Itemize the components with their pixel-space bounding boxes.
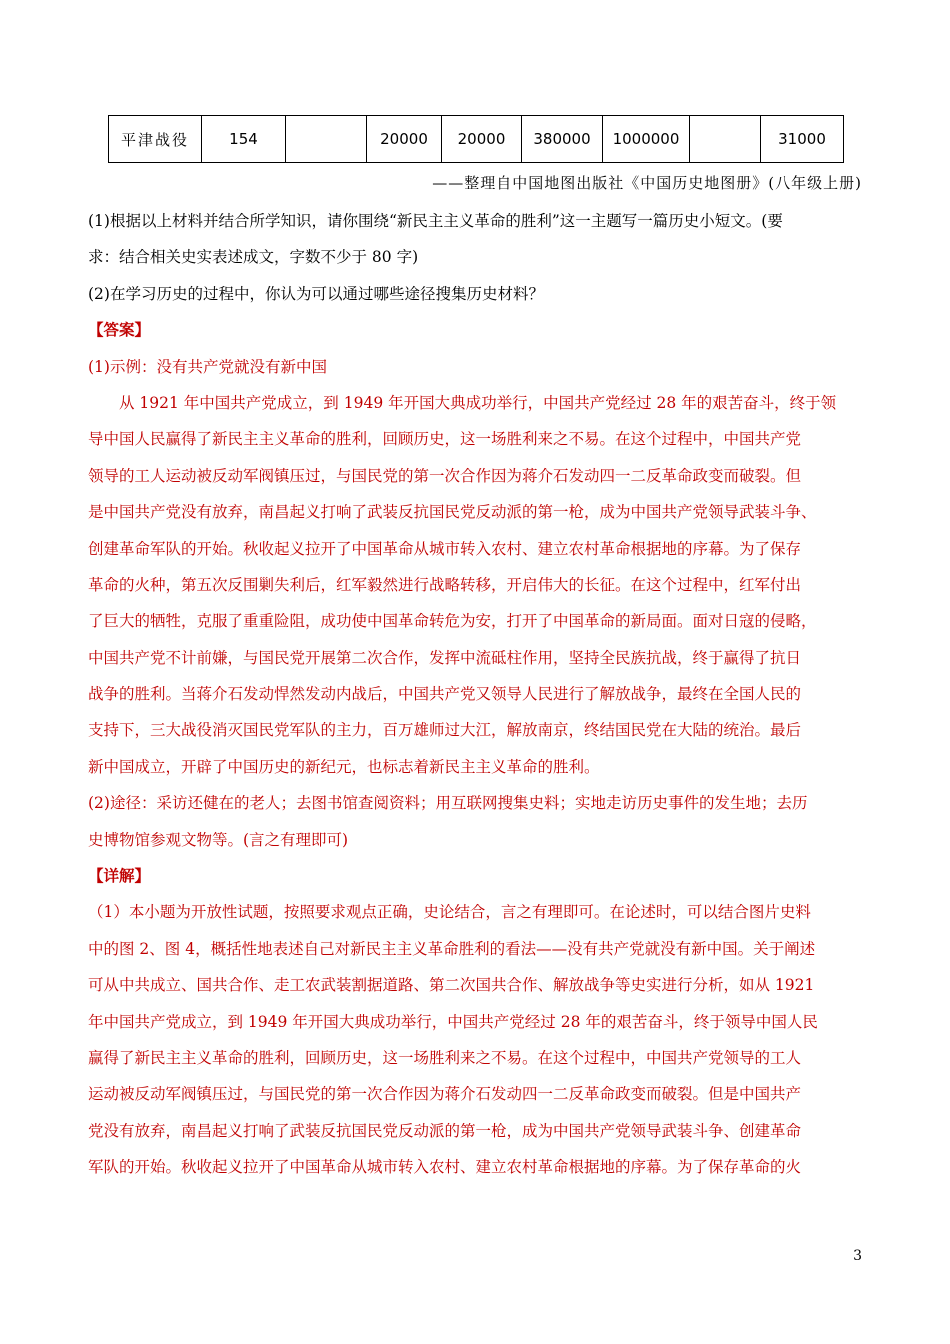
answer-line: 新中国成立，开辟了中国历史的新纪元，也标志着新民主主义革命的胜利。 xyxy=(88,757,600,776)
detail-line: 中的图 2、图 4，概括性地表述自己对新民主主义革命胜利的看法——没有共产党就没有新中国。关于阐述 xyxy=(88,939,816,958)
detail-explanation xyxy=(88,894,864,1185)
table-cell: 380000 xyxy=(522,116,603,163)
answer-line: 导中国人民赢得了新民主主义革命的胜利，回顾历史，这一场胜利来之不易。在这个过程中，中国共产党 xyxy=(88,430,802,449)
detail-line: （1）本小题为开放性试题，按照要求观点正确，史论结合，言之有理即可。在论述时，可以结合图片史料 xyxy=(88,903,811,922)
detail-line: 党没有放弃，南昌起义打响了武装反抗国民党反动派的第一枪，成为中国共产党领导武装斗争、创建革命 xyxy=(88,1121,802,1140)
detail-line: 赢得了新民主主义革命的胜利，回顾历史，这一场胜利来之不易。在这个过程中，中国共产党领导的工人 xyxy=(88,1048,802,1067)
answer-line: 创建革命军队的开始。秋收起义拉开了中国革命从城市转入农村、建立农村革命根据地的序幕。为了保存 xyxy=(88,539,802,558)
answer-2 xyxy=(88,785,864,858)
detail-heading: 【详解】 xyxy=(88,866,151,886)
detail-line: 运动被反动军阀镇压过，与国民党的第一次合作因为蒋介石发动四一二反革命政变而破裂。但是中国共产 xyxy=(88,1085,802,1104)
table-cell: 1000000 xyxy=(603,116,690,163)
detail-line: 年中国共产党成立，到 1949 年开国大典成功举行，中国共产党经过 28 年的艰苦奋斗，终于领导中国人民 xyxy=(88,1012,818,1031)
detail-line: 可从中共成立、国共合作、走工农武装割据道路、第二次国共合作、解放战争等史实进行分析，如从 1921 xyxy=(88,976,815,995)
table-cell xyxy=(690,116,761,163)
table-row xyxy=(109,116,844,163)
answer-line: 战争的胜利。当蒋介石发动悍然发动内战后，中国共产党又领导人民进行了解放战争，最终在全国人民的 xyxy=(88,685,802,704)
answer-line: 从 1921 年中国共产党成立，到 1949 年开国大典成功举行，中国共产党经过 28 年的艰苦奋斗，终于领 xyxy=(119,393,837,412)
question-block xyxy=(88,203,864,1186)
source-citation: ——整理自中国地图出版社《中国历史地图册》(八年级上册) xyxy=(432,174,862,192)
table-cell: 平津战役 xyxy=(109,116,202,163)
answer-line: 支持下，三大战役消灭国民党军队的主力，百万雄师过大江，解放南京，终结国民党在大陆的统治。最后 xyxy=(88,721,802,740)
answer-line: (2)途径：采访还健在的老人；去图书馆查阅资料；用互联网搜集史料；实地走访历史事件的发生地；去历 xyxy=(88,794,808,813)
answer-1-essay xyxy=(88,385,864,785)
detail-line: 军队的开始。秋收起义拉开了中国革命从城市转入农村、建立农村革命根据地的序幕。为了保存革命的火 xyxy=(88,1158,802,1177)
table-cell: 31000 xyxy=(761,116,844,163)
answer-line: 了巨大的牺牲，克服了重重险阻，成功使中国革命转危为安，打开了中国革命的新局面。面对日寇的侵略， xyxy=(88,612,817,631)
answer-1-title: (1)示例：没有共产党就没有新中国 xyxy=(88,357,327,376)
answer-line: 史博物馆参观文物等。(言之有理即可) xyxy=(88,830,349,849)
question-1-line: 求：结合相关史实表述成文，字数不少于 80 字) xyxy=(88,248,419,267)
table-cell xyxy=(286,116,367,163)
question-1-line: (1)根据以上材料并结合所学知识，请你围绕“新民主主义革命的胜利”这一主题写一篇历史小短文。(要 xyxy=(88,212,783,230)
question-2: (2)在学习历史的过程中，你认为可以通过哪些途径搜集历史材料？ xyxy=(88,284,544,303)
table-cell: 20000 xyxy=(367,116,442,163)
answer-line: 领导的工人运动被反动军阀镇压过，与国民党的第一次合作因为蒋介石发动四一二反革命政变而破裂。但 xyxy=(88,466,802,485)
table-cell: 154 xyxy=(202,116,286,163)
table-cell: 20000 xyxy=(442,116,522,163)
answer-line: 革命的火种，第五次反围剿失利后，红军毅然进行战略转移，开启伟大的长征。在这个过程中，红军付出 xyxy=(88,575,802,594)
answer-line: 是中国共产党没有放弃，南昌起义打响了武装反抗国民党反动派的第一枪，成为中国共产党领导武装斗争、 xyxy=(88,503,817,522)
answer-heading: 【答案】 xyxy=(88,320,151,340)
battle-data-table xyxy=(108,115,844,163)
answer-line: 中国共产党不计前嫌，与国民党开展第二次合作，发挥中流砥柱作用，坚持全民族抗战，终于赢得了抗日 xyxy=(88,648,802,667)
page-number: 3 xyxy=(853,1248,862,1264)
